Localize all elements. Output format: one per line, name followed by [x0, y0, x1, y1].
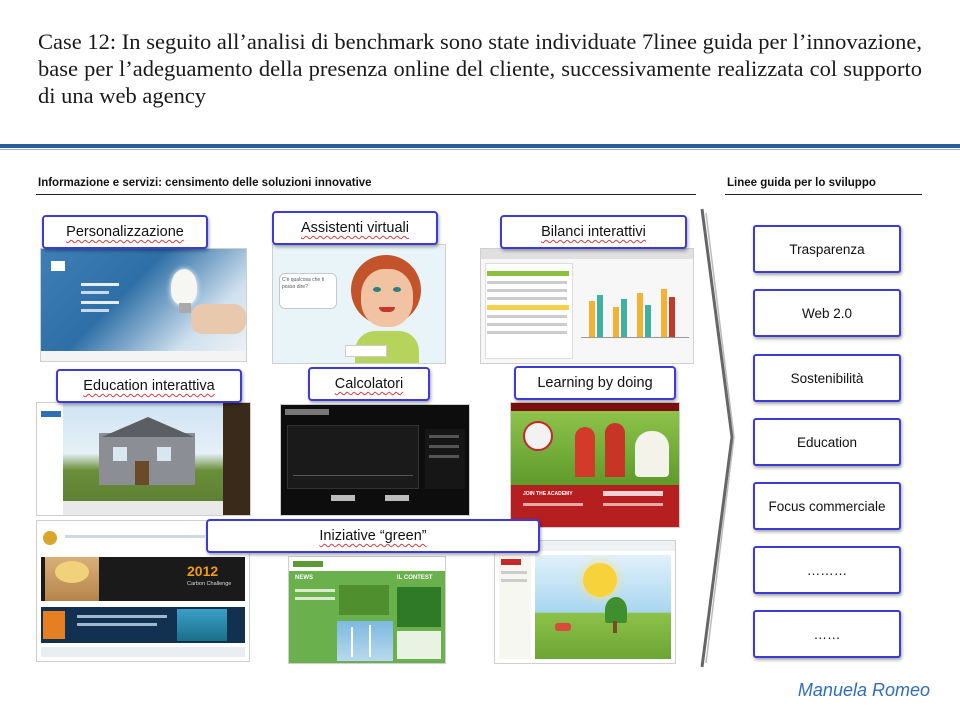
guideline-placeholder-2	[753, 610, 901, 658]
title-divider	[0, 144, 960, 148]
contest-label: IL CONTEST	[397, 575, 433, 581]
callout-education-interattiva	[56, 369, 242, 403]
callout-personalizzazione	[42, 215, 208, 249]
callout-personalizzazione-label: Personalizzazione	[66, 224, 184, 240]
callout-bilanci-interattivi	[500, 215, 687, 249]
carbon-year: 2012	[187, 563, 219, 579]
title-divider-thin	[0, 149, 960, 150]
carbon-label: Carbon Challenge	[187, 581, 232, 587]
join-academy-label: JOIN THE ACADEMY	[523, 491, 573, 497]
callout-learning-by-doing-label: Learning by doing	[537, 375, 653, 391]
slide-title: Case 12: In seguito all’analisi di benchmark sono state individuate 7linee guida per l’innovazione, base per l’adeguamento della presenza online del cliente, successivamente realizzata col supporto di una web agency	[38, 29, 922, 108]
guideline-web20	[753, 289, 901, 337]
callout-calcolatori-label: Calcolatori	[334, 376, 404, 392]
guideline-education	[753, 418, 901, 466]
callout-iniziative-green-label: Iniziative “green”	[319, 528, 427, 544]
callout-assistenti-virtuali	[272, 211, 438, 245]
guideline-focus-commerciale	[753, 482, 901, 530]
education-interattiva-screenshot	[36, 402, 251, 516]
green-landscape-screenshot	[494, 540, 676, 664]
callout-learning-by-doing	[514, 366, 676, 400]
guideline-placeholder-2-label: ……	[813, 626, 841, 642]
guideline-trasparenza	[753, 225, 901, 273]
right-section-rule	[725, 194, 922, 195]
left-section-rule	[36, 194, 696, 195]
guideline-web20-label: Web 2.0	[801, 305, 853, 321]
guideline-placeholder-1	[753, 546, 901, 594]
calcolatori-screenshot	[280, 404, 470, 516]
personalizzazione-screenshot	[40, 248, 247, 362]
assistenti-virtuali-screenshot	[272, 244, 446, 364]
bilanci-interattivi-screenshot	[480, 248, 694, 364]
guideline-sostenibilita-label: Sostenibilità	[790, 370, 864, 386]
callout-iniziative-green	[206, 519, 540, 553]
callout-education-interattiva-label: Education interattiva	[83, 378, 215, 394]
virtual-bubble-text: C'è qualcosa che ti posso dire?	[282, 277, 325, 290]
guideline-trasparenza-label: Trasparenza	[789, 241, 865, 257]
green-news-screenshot	[288, 556, 446, 664]
bracket-arrow	[698, 205, 738, 675]
news-label: NEWS	[295, 575, 313, 581]
guideline-placeholder-1-label: ………	[806, 562, 848, 578]
author-name: Manuela Romeo	[797, 680, 930, 700]
learning-by-doing-screenshot	[510, 402, 680, 528]
callout-bilanci-interattivi-label: Bilanci interattivi	[541, 224, 646, 240]
guideline-sostenibilita	[753, 354, 901, 402]
left-section-heading: Informazione e servizi: censimento delle soluzioni innovative	[38, 177, 372, 189]
right-section-heading: Linee guida per lo sviluppo	[727, 177, 876, 189]
callout-calcolatori	[308, 367, 430, 401]
guideline-education-label: Education	[796, 434, 858, 450]
callout-assistenti-virtuali-label: Assistenti virtuali	[301, 220, 409, 236]
guideline-focus-commerciale-label: Focus commerciale	[768, 498, 886, 514]
